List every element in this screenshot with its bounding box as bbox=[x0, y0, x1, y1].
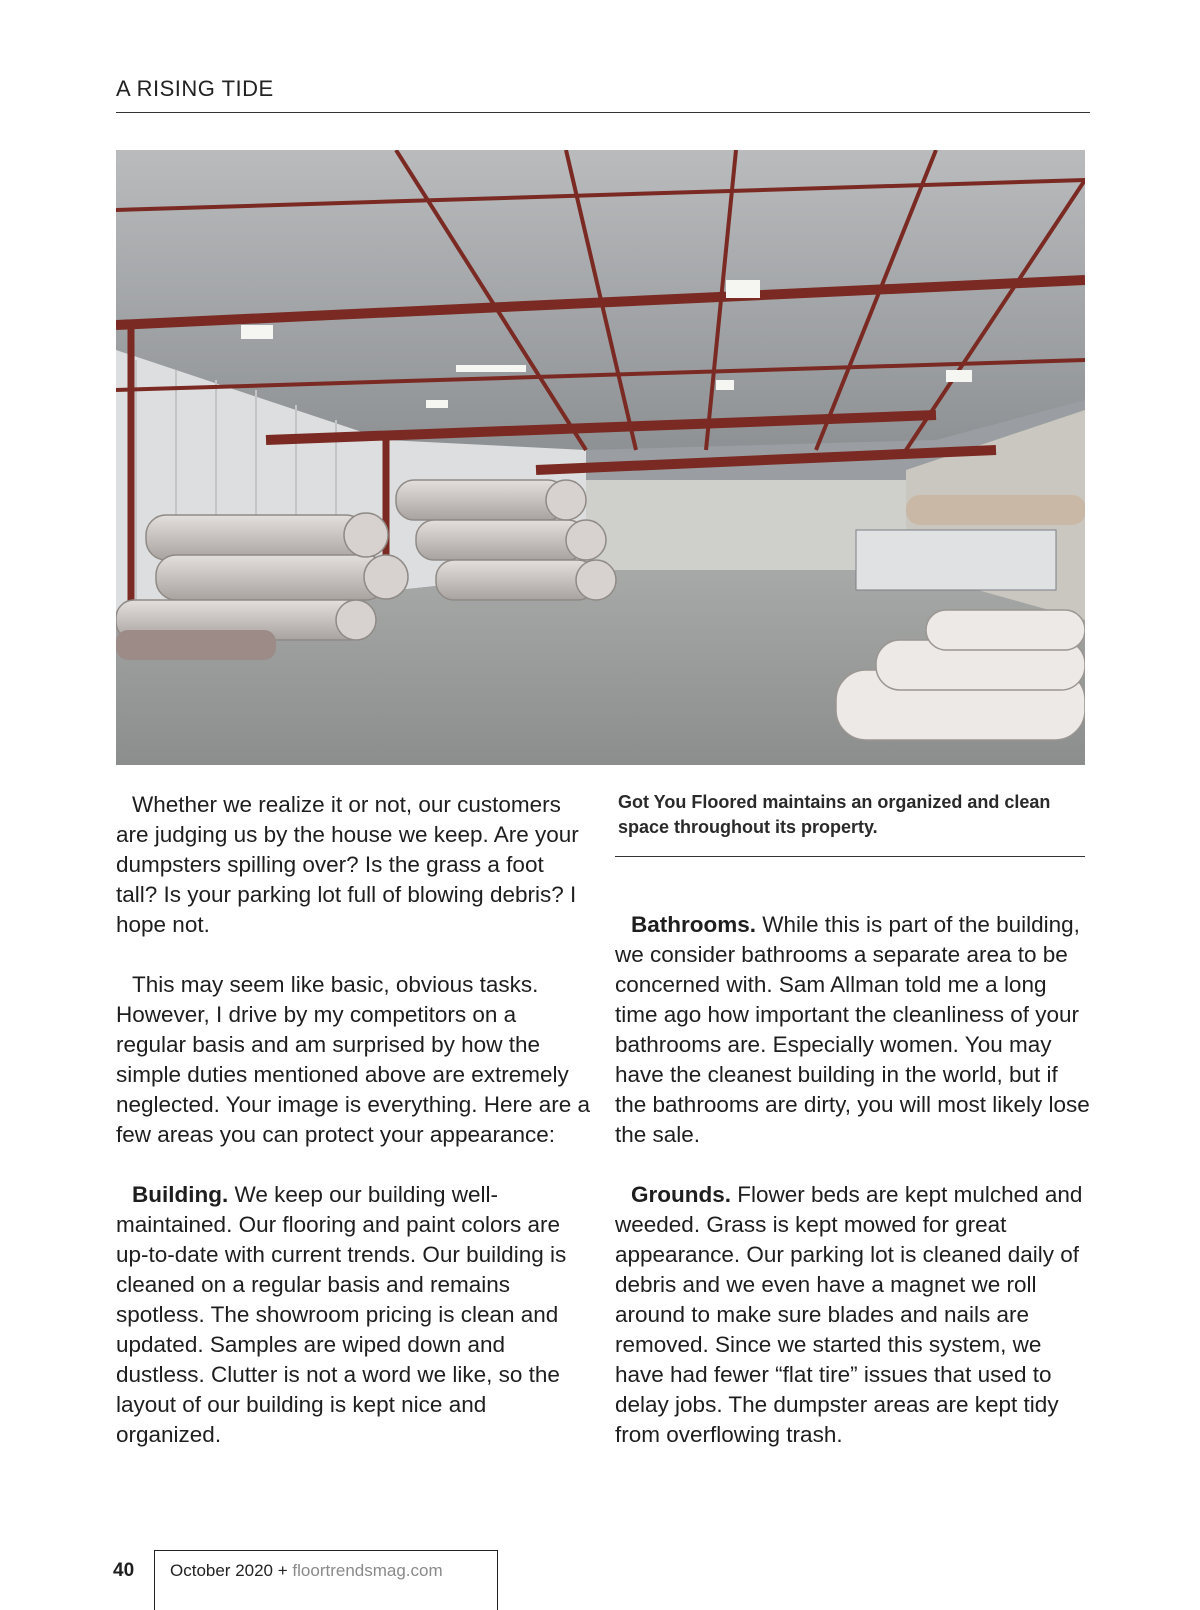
building-paragraph bbox=[116, 1180, 591, 1450]
warehouse-photo bbox=[116, 150, 1085, 765]
building-heading: Building. bbox=[132, 1182, 229, 1207]
building-body: We keep our building well-maintained. Our flooring and paint colors are up-to-date with current trends. Our building is cleaned on a regular basis and remains spotless. The showroom pricing is clean and updated. Samples are wiped down and dustless. Clutter is not a word we like, so the layout of our building is kept nice and organized. bbox=[116, 1182, 567, 1447]
bathrooms-heading: Bathrooms. bbox=[631, 912, 757, 937]
page-number: 40 bbox=[113, 1560, 135, 1581]
footer-issue-line bbox=[170, 1561, 443, 1581]
grounds-paragraph bbox=[615, 1180, 1090, 1450]
intro-paragraph: Whether we realize it or not, our customers are judging us by the house we keep. Are your dumpsters spilling over? Is the grass a foot tall? Is your parking lot full of blowing debris? I hope not. bbox=[116, 792, 579, 937]
grounds-heading: Grounds. bbox=[631, 1182, 731, 1207]
bathrooms-body: While this is part of the building, we consider bathrooms a separate area to be concerned with. Sam Allman told me a long time ago how important the cleanliness of your bathrooms are. Especially women. You may have the cleanest building in the world, but if the bathrooms are dirty, you will most likely lose the sale. bbox=[615, 912, 1090, 1147]
header-divider bbox=[116, 112, 1090, 113]
grounds-body: Flower beds are kept mulched and weeded. Grass is kept mowed for great appearance. Our parking lot is cleaned daily of debris and we even have a magnet we roll around to make sure blades and nails are removed. Since we started this system, we have had fewer “flat tire” issues that used to delay jobs. The dumpster areas are kept tidy from overflowing trash. bbox=[615, 1182, 1083, 1447]
basic-tasks-paragraph: This may seem like basic, obvious tasks. However, I drive by my competitors on a regular basis and am surprised by how the simple duties mentioned above are extremely neglected. Your image is everything. Here are a few areas you can protect your appearance: bbox=[116, 972, 591, 1147]
left-column bbox=[116, 790, 591, 1480]
caption-divider bbox=[615, 856, 1085, 857]
right-column bbox=[615, 910, 1090, 1480]
website-link[interactable]: floortrendsmag.com bbox=[292, 1561, 443, 1580]
issue-date: October 2020 bbox=[170, 1561, 274, 1580]
photo-caption: Got You Floored maintains an organized and clean space throughout its property. bbox=[618, 792, 1051, 837]
footer-separator: + bbox=[277, 1561, 288, 1580]
section-title: A RISING TIDE bbox=[116, 76, 274, 101]
bathrooms-paragraph bbox=[615, 910, 1090, 1150]
